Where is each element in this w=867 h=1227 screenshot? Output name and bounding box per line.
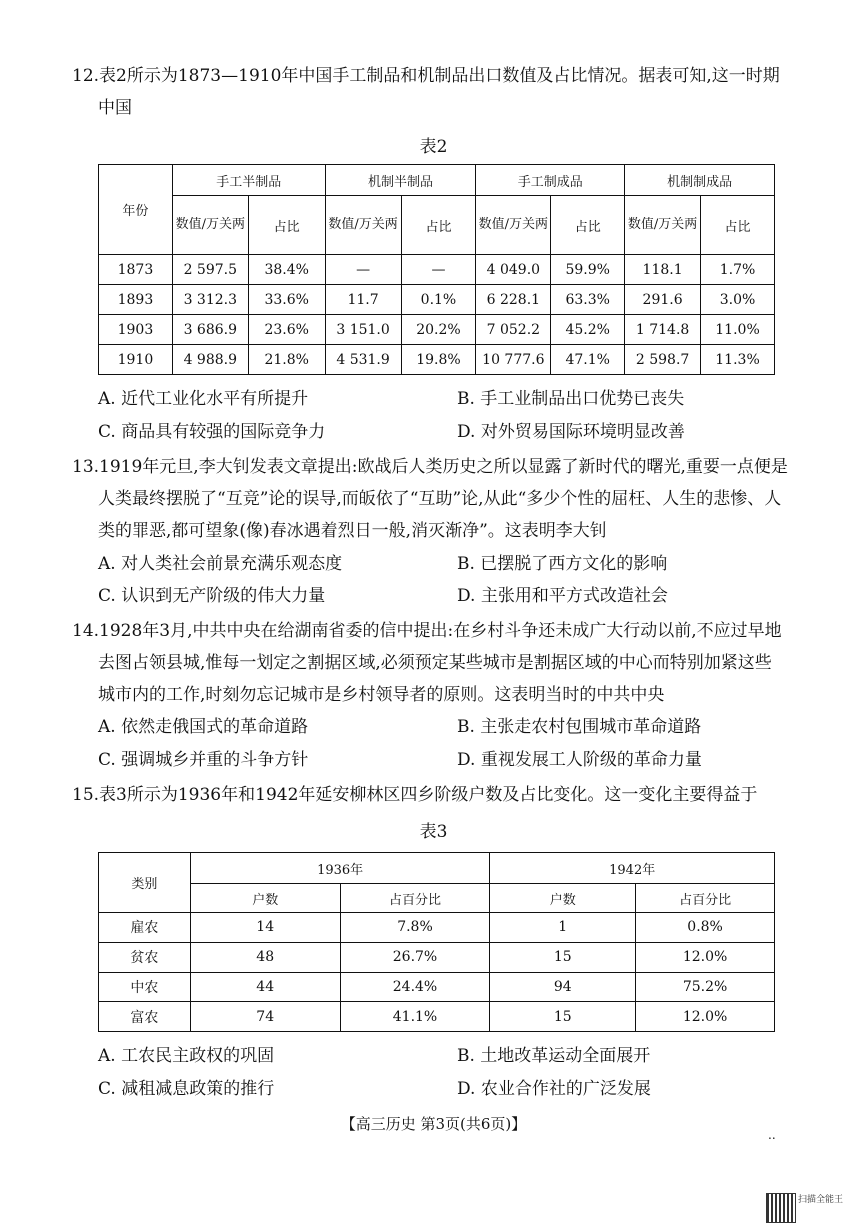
question-number: 14. [72, 621, 100, 641]
question-12-stem: 12.表2所示为1873—1910年中国手工制品和机制品出口数值及占比情况。据表可知,这一时期中国 [72, 66, 780, 118]
corner-mark: .. [768, 1128, 776, 1142]
header-ratio: 占比 [401, 196, 476, 255]
table-cell: 2 597.5 [172, 255, 248, 285]
table-cell: 4 531.9 [325, 345, 401, 375]
q13-option-d: D. 主张用和平方式改造社会 [457, 586, 668, 606]
header-value: 数值/万关两 [172, 196, 248, 255]
header-value: 数值/万关两 [476, 196, 551, 255]
table-cell: 1903 [99, 315, 173, 345]
table-cell: 1910 [99, 345, 173, 375]
table-cell: 21.8% [248, 345, 325, 375]
table-cell: 14 [190, 913, 340, 943]
table-cell: 48 [190, 942, 340, 972]
header-group: 手工制成品 [476, 165, 625, 196]
question-number: 13. [72, 457, 100, 477]
table-cell: 75.2% [636, 972, 775, 1002]
header-year: 1942年 [490, 853, 775, 884]
table-row [99, 942, 775, 972]
table-cell: 中农 [99, 972, 191, 1002]
header-count: 户数 [490, 884, 636, 913]
table-cell: 15 [490, 942, 636, 972]
q15-option-c: C. 减租减息政策的推行 [98, 1079, 275, 1099]
table-cell: 雇农 [99, 913, 191, 943]
header-value: 数值/万关两 [625, 196, 701, 255]
table-cell: 45.2% [551, 315, 625, 345]
q15-option-a: A. 工农民主政权的巩固 [98, 1046, 275, 1066]
table-cell: 23.6% [248, 315, 325, 345]
question-13-stem: 13.1919年元旦,李大钊发表文章提出:欧战后人类历史之所以显露了新时代的曙光,重要一点便是人类最终摆脱了“互竞”论的误导,而皈依了“互助”论,从此“多少个性的屈枉、人生的悲惨、人类的罪恶,都可望象(像)春冰遇着烈日一般,消灭渐净”。这表明李大钊 [72, 457, 788, 541]
table-cell: 7.8% [340, 913, 490, 943]
table-cell: 44 [190, 972, 340, 1002]
table-cell: 富农 [99, 1002, 191, 1032]
table-cell: 24.4% [340, 972, 490, 1002]
page-footer: 【高三历史 第3页(共6页)】 [340, 1115, 527, 1133]
table-cell: 291.6 [625, 285, 701, 315]
header-category: 类别 [99, 853, 191, 913]
table-cell: 11.7 [325, 285, 401, 315]
table-row [99, 285, 775, 315]
table-row [99, 315, 775, 345]
q12-option-c: C. 商品具有较强的国际竞争力 [98, 422, 326, 442]
header-ratio: 占比 [551, 196, 625, 255]
table-2-title: 表2 [419, 137, 448, 157]
table-cell: 3 151.0 [325, 315, 401, 345]
table-cell: 47.1% [551, 345, 625, 375]
table-row [99, 913, 775, 943]
table-2 [98, 164, 775, 375]
table-cell: 7 052.2 [476, 315, 551, 345]
table-cell: 0.1% [401, 285, 476, 315]
table-cell: 3 686.9 [172, 315, 248, 345]
header-ratio: 占比 [248, 196, 325, 255]
header-group: 机制半制品 [325, 165, 476, 196]
q13-option-b: B. 已摆脱了西方文化的影响 [457, 554, 668, 574]
scanner-logo: 扫描全能王 [798, 1195, 844, 1205]
table-cell: 41.1% [340, 1002, 490, 1032]
table-cell: 0.8% [636, 913, 775, 943]
table-cell: 12.0% [636, 1002, 775, 1032]
table-cell: 38.4% [248, 255, 325, 285]
table-cell: 10 777.6 [476, 345, 551, 375]
table-cell: 11.0% [701, 315, 775, 345]
table-cell: 26.7% [340, 942, 490, 972]
question-15-stem: 15.表3所示为1936年和1942年延安柳林区四乡阶级户数及占比变化。这一变化主要得益于 [72, 785, 758, 805]
question-number: 12. [72, 66, 100, 86]
qr-code-icon [766, 1193, 796, 1223]
q14-option-a: A. 依然走俄国式的革命道路 [98, 717, 309, 737]
q13-option-a: A. 对人类社会前景充满乐观态度 [98, 554, 343, 574]
table-cell: 33.6% [248, 285, 325, 315]
q14-option-b: B. 主张走农村包围城市革命道路 [457, 717, 702, 737]
table-cell: 3 312.3 [172, 285, 248, 315]
table-cell: 19.8% [401, 345, 476, 375]
question-14-stem: 14.1928年3月,中共中央在给湖南省委的信中提出:在乡村斗争还未成广大行动以前,不应过早地去图占领县城,惟每一划定之割据区域,必须预定某些城市是割据区域的中心而特别加紧这些城市内的工作,时刻勿忘记城市是乡村领导者的原则。这表明当时的中共中央 [72, 621, 782, 705]
table-cell: 1 714.8 [625, 315, 701, 345]
table-cell: 4 988.9 [172, 345, 248, 375]
table-cell: 20.2% [401, 315, 476, 345]
header-value: 数值/万关两 [325, 196, 401, 255]
table-cell: 6 228.1 [476, 285, 551, 315]
table-cell: 94 [490, 972, 636, 1002]
table-3 [98, 852, 775, 1032]
q14-option-d: D. 重视发展工人阶级的革命力量 [457, 750, 702, 770]
header-group: 手工半制品 [172, 165, 325, 196]
table-cell: — [325, 255, 401, 285]
q12-option-d: D. 对外贸易国际环境明显改善 [457, 422, 685, 442]
table-row [99, 345, 775, 375]
table-cell: 1873 [99, 255, 173, 285]
table-cell: 11.3% [701, 345, 775, 375]
header-group: 机制制成品 [625, 165, 775, 196]
table-row [99, 255, 775, 285]
table-cell: 贫农 [99, 942, 191, 972]
header-year: 年份 [99, 165, 173, 255]
table-cell: 1 [490, 913, 636, 943]
table-cell: 4 049.0 [476, 255, 551, 285]
q12-option-b: B. 手工业制品出口优势已丧失 [457, 389, 685, 409]
table-cell: 63.3% [551, 285, 625, 315]
header-year: 1936年 [190, 853, 490, 884]
table-row [99, 1002, 775, 1032]
table-3-title: 表3 [419, 822, 448, 842]
q14-option-c: C. 强调城乡并重的斗争方针 [98, 750, 309, 770]
question-number: 15. [72, 785, 100, 805]
table-cell: 59.9% [551, 255, 625, 285]
table-cell: — [401, 255, 476, 285]
q15-option-d: D. 农业合作社的广泛发展 [457, 1079, 651, 1099]
header-ratio: 占比 [701, 196, 775, 255]
header-count: 户数 [190, 884, 340, 913]
table-cell: 74 [190, 1002, 340, 1032]
table-cell: 15 [490, 1002, 636, 1032]
table-cell: 12.0% [636, 942, 775, 972]
table-cell: 3.0% [701, 285, 775, 315]
q13-option-c: C. 认识到无产阶级的伟大力量 [98, 586, 326, 606]
header-percent: 占百分比 [636, 884, 775, 913]
table-cell: 1893 [99, 285, 173, 315]
table-cell: 1.7% [701, 255, 775, 285]
table-cell: 2 598.7 [625, 345, 701, 375]
table-cell: 118.1 [625, 255, 701, 285]
q15-option-b: B. 土地改革运动全面展开 [457, 1046, 651, 1066]
header-percent: 占百分比 [340, 884, 490, 913]
q12-option-a: A. 近代工业化水平有所提升 [98, 389, 309, 409]
table-row [99, 972, 775, 1002]
